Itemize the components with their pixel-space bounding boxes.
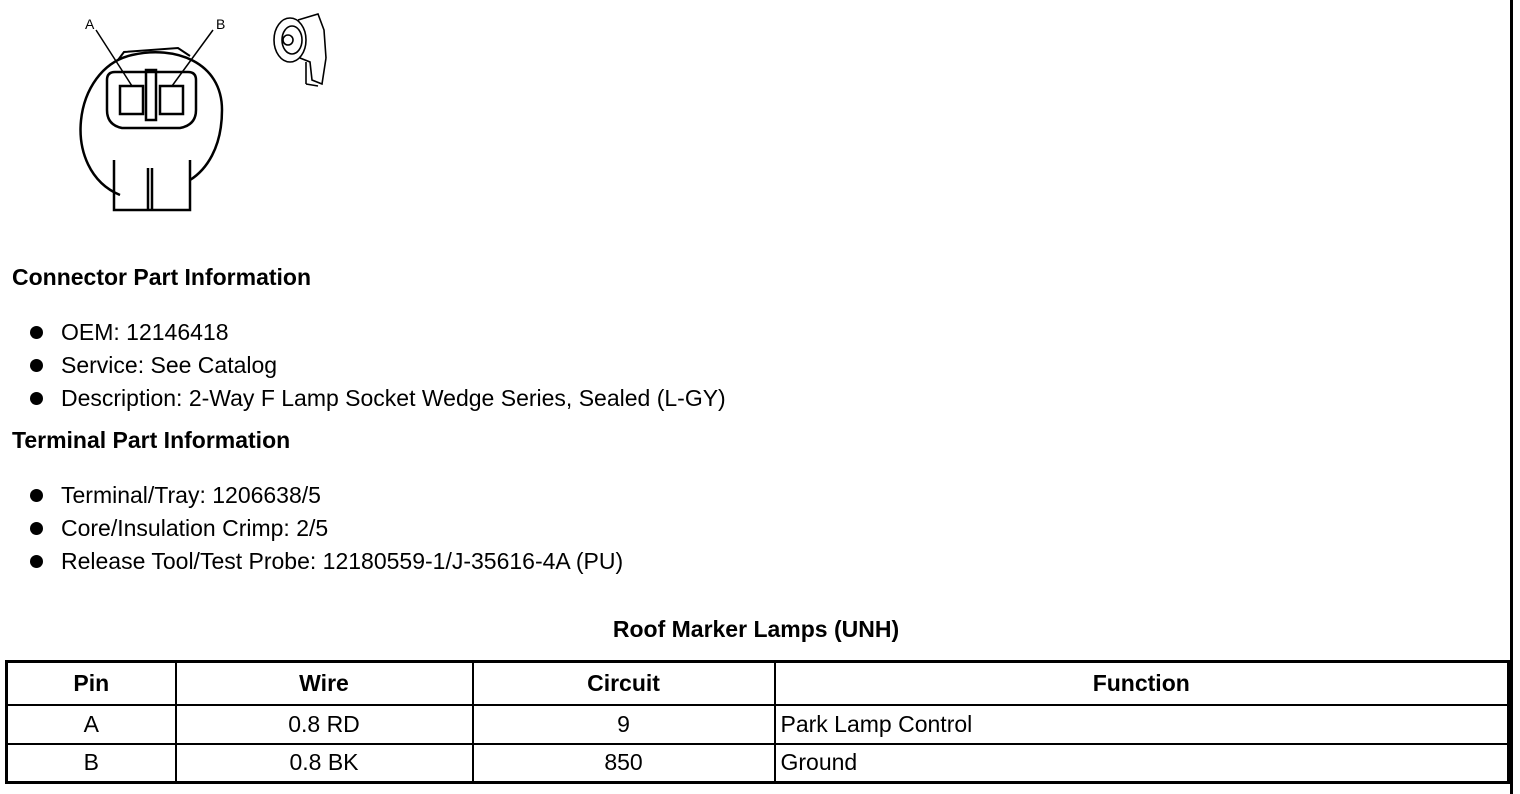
table-row	[7, 705, 1509, 744]
leader-line-b	[172, 30, 213, 86]
connector-section-heading: Connector Part Information	[12, 264, 312, 290]
terminal-section-heading: Terminal Part Information	[12, 427, 291, 453]
table-header-row	[7, 662, 1509, 705]
table-title: Roof Marker Lamps (UNH)	[612, 616, 900, 642]
bullet-icon	[30, 326, 43, 339]
bullet-icon	[30, 359, 43, 372]
pin-label-b: B	[216, 16, 226, 32]
list-item-text: OEM: 12146418	[61, 319, 229, 345]
circuit-cell: 850	[473, 744, 775, 783]
table-row	[7, 744, 1509, 783]
connector-diagram	[0, 0, 360, 220]
wire-cell: 0.8 BK	[176, 744, 473, 783]
bullet-icon	[30, 522, 43, 535]
pin-cell: B	[7, 744, 176, 783]
bullet-icon	[30, 489, 43, 502]
circuit-cell: 9	[473, 705, 775, 744]
connector-side-view-thumbnail	[274, 14, 326, 86]
list-item-text: Description: 2-Way F Lamp Socket Wedge Series, Sealed (L-GY)	[61, 385, 726, 411]
pin-label-a: A	[85, 16, 95, 32]
column-header-pin: Pin	[7, 662, 176, 705]
column-header-wire: Wire	[176, 662, 473, 705]
page-border-right	[1510, 0, 1513, 794]
list-item-text: Terminal/Tray: 1206638/5	[61, 482, 321, 508]
column-header-circuit: Circuit	[473, 662, 775, 705]
list-item-text: Service: See Catalog	[61, 352, 278, 378]
column-header-function: Function	[775, 662, 1509, 705]
pinout-table	[5, 660, 1510, 784]
wire-cell: 0.8 RD	[176, 705, 473, 744]
leader-line-a	[96, 30, 132, 86]
function-cell: Park Lamp Control	[775, 705, 1509, 744]
list-item-text: Core/Insulation Crimp: 2/5	[61, 515, 329, 541]
list-item-text: Release Tool/Test Probe: 12180559-1/J-35616-4A (PU)	[61, 548, 624, 574]
pin-cell: A	[7, 705, 176, 744]
bullet-icon	[30, 392, 43, 405]
connector-face-view	[81, 48, 222, 210]
function-cell: Ground	[775, 744, 1509, 783]
bullet-icon	[30, 555, 43, 568]
